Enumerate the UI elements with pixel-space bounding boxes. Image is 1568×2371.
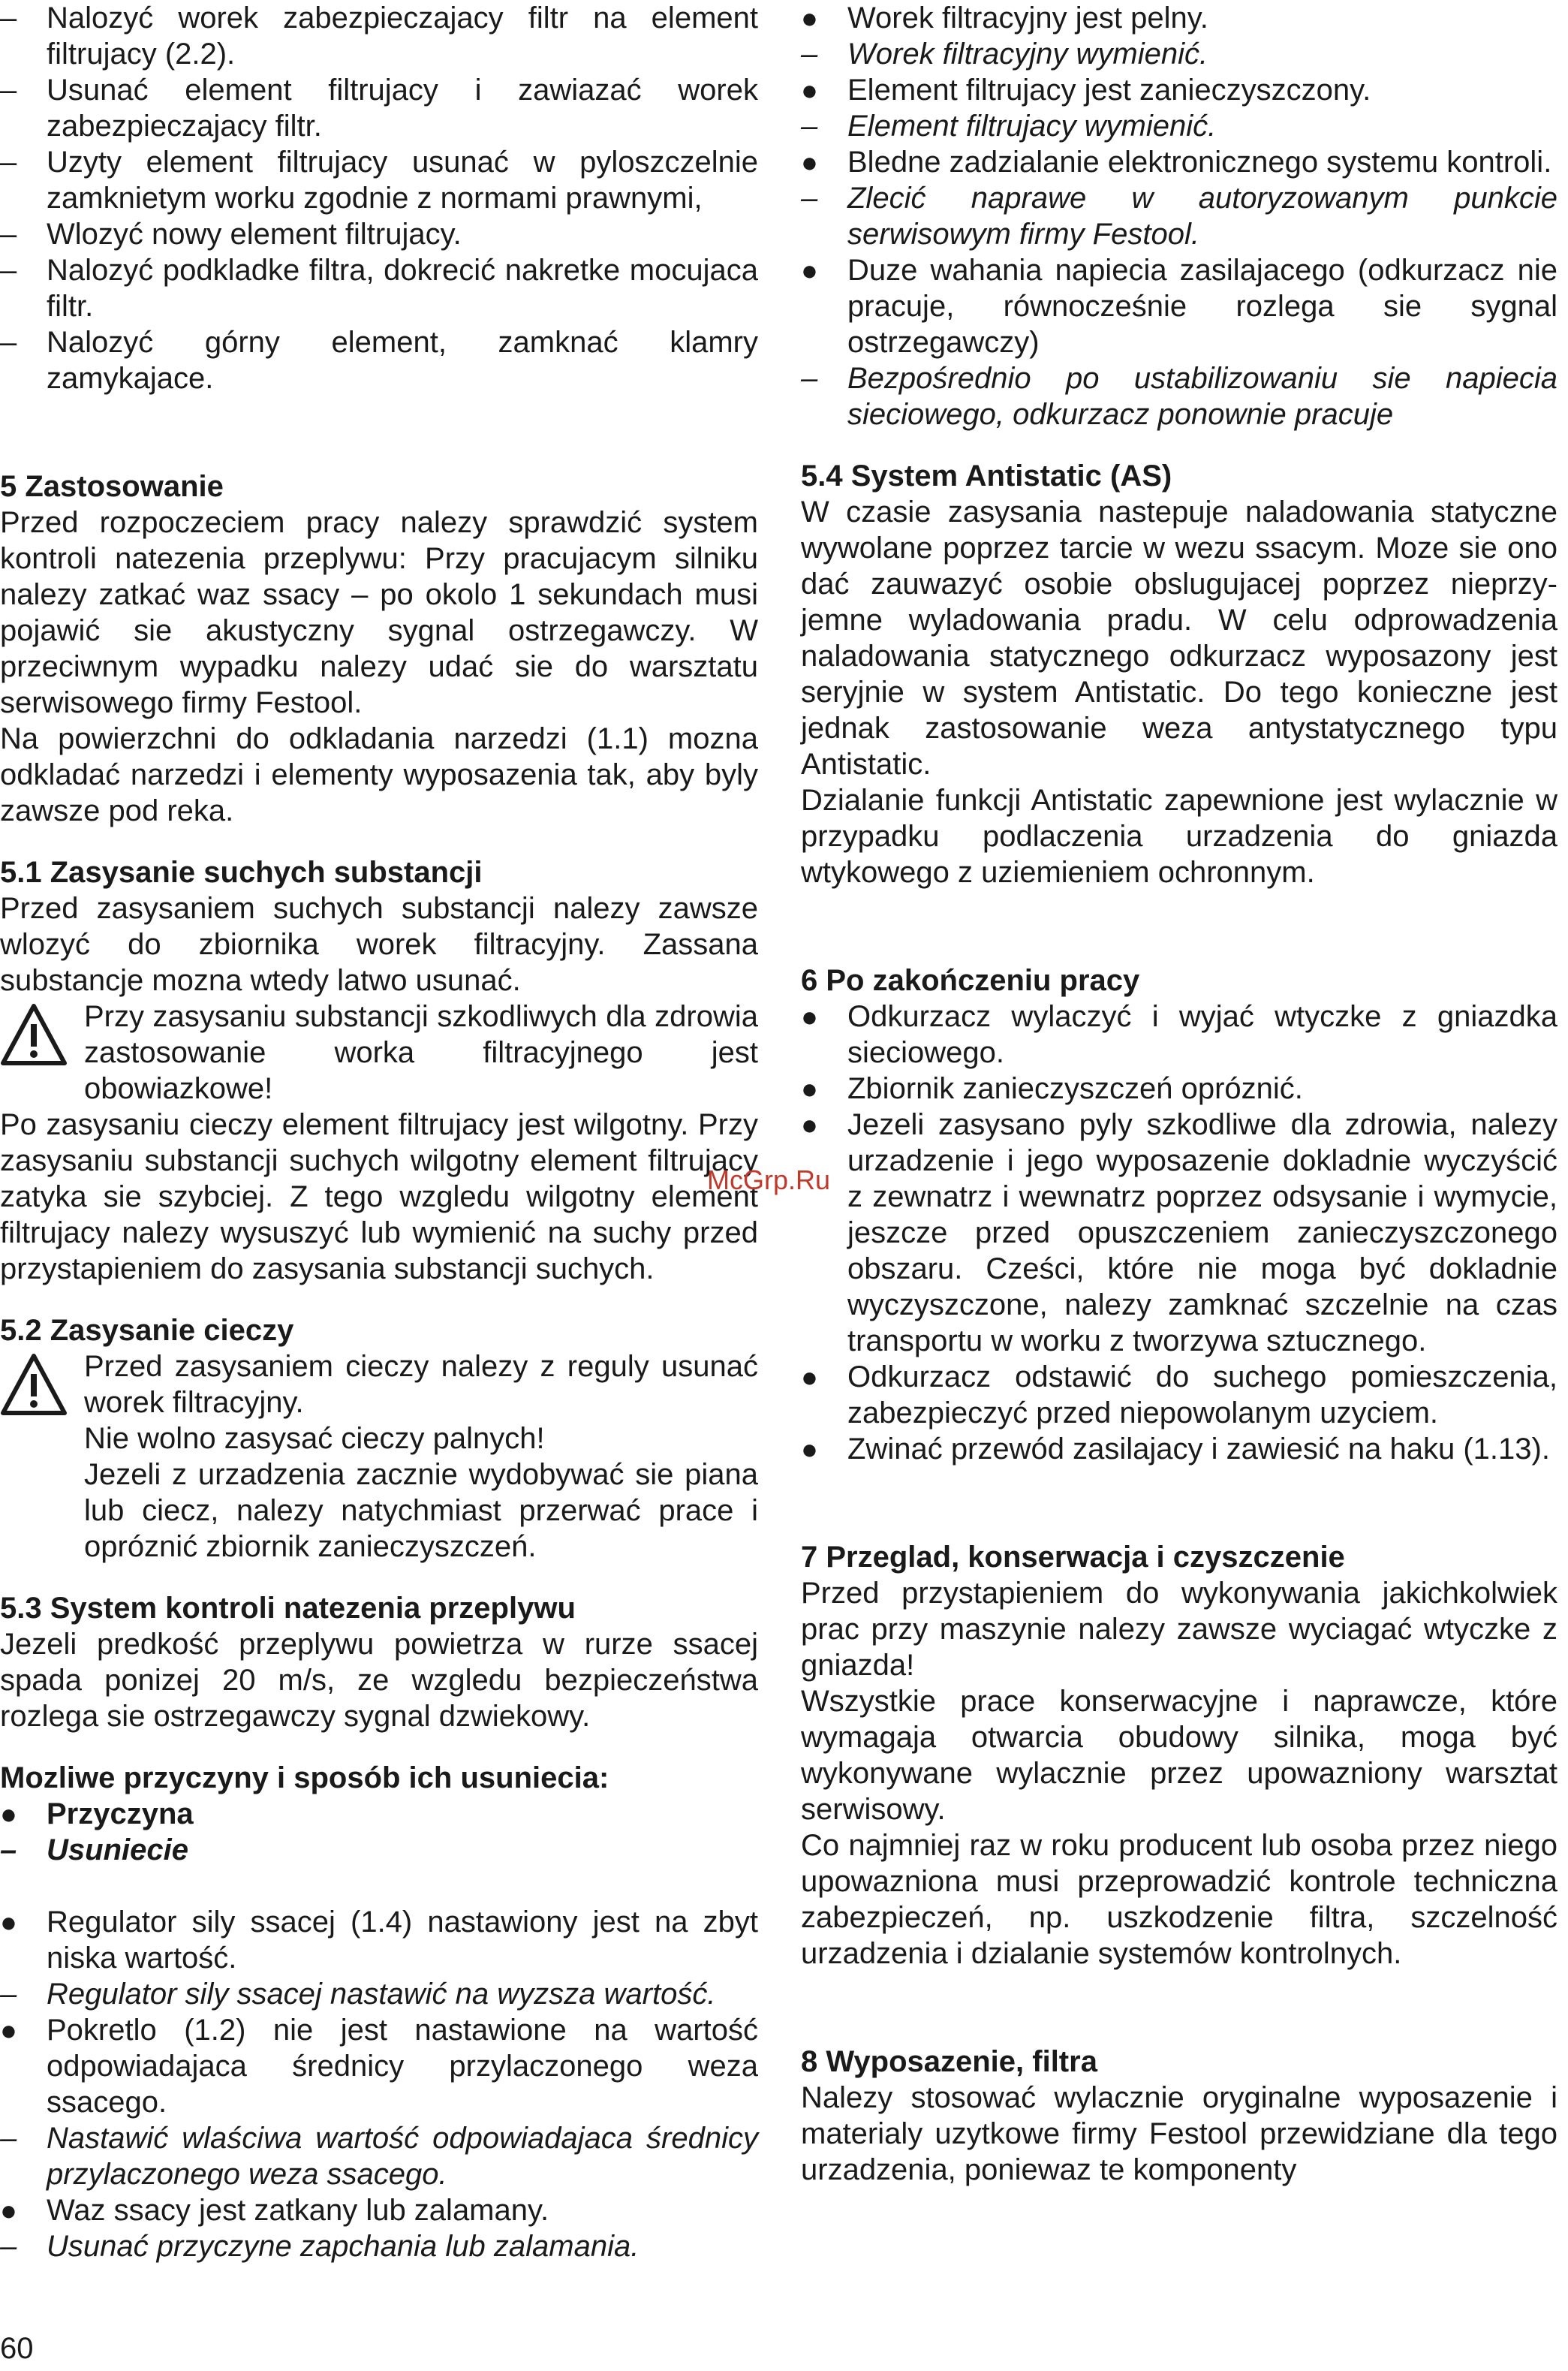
causes-heading: Mozliwe przyczyny i sposób ich usuniecia: [0, 1761, 609, 1794]
paragraph: Jezeli predkość przeplywu powietrza w rurze ssacej spada ponizej 20 m/s, ze wzgledu bezpieczeństwa rozlega sie ostrzegawczy sygnal dzwiekowy. [0, 1628, 758, 1733]
cause-item: ● Regulator sily ssacej (1.4) nastawiony jest na zbyt niska wartość. [0, 1904, 758, 1976]
paragraph: Nalezy stosować wylacznie oryginalne wyposazenie i materialy uzytkowe firmy Festool przewidziane dla tego urzadzenia, poniewaz te komponenty [801, 2081, 1557, 2186]
list-item: ● Odkurzacz odstawić do suchego pomieszczenia, zabezpieczyć przed niepowolanym uzyciem. [801, 1359, 1557, 1431]
warning-line: Przed zasysaniem cieczy nalezy z reguly usunać worek filtracyjny. [84, 1350, 758, 1419]
section-heading-5-4: 5.4 System Antistatic (AS) [801, 459, 1172, 493]
list-item: – Uzyty element filtrujacy usunać w pyloszczelnie zamknietym worku zgodnie z normami prawnymi, [0, 144, 758, 216]
list-item: ● Odkurzacz wylaczyć i wyjać wtyczke z gniazdka sieciowego. [801, 999, 1557, 1071]
remedy-item: – Zlecić naprawe w autoryzowanym punkcie serwisowym firmy Festool. [801, 180, 1557, 252]
list-item: – Usunać element filtrujacy i zawiazać worek zabezpieczajacy filtr. [0, 72, 758, 144]
legend-cause: ● Przyczyna [0, 1796, 758, 1832]
remedy-item: – Bezpośrednio po ustabilizowaniu sie napiecia sieciowego, odkurzacz ponownie pracuje [801, 360, 1557, 432]
legend-remedy: – Usuniecie [0, 1832, 758, 1868]
paragraph: Na powierzchni do odkladania narzedzi (1.1) mozna odkladać narzedzi i elementy wyposazenia tak, aby byly zawsze pod reka. [0, 722, 758, 827]
cause-item: ● Bledne zadzialanie elektronicznego systemu kontroli. [801, 144, 1557, 180]
section-heading-5-1: 5.1 Zasysanie suchych substancji [0, 856, 483, 889]
section-heading-5-2: 5.2 Zasysanie cieczy [0, 1314, 294, 1347]
list-item: ● Jezeli zasysano pyly szkodliwe dla zdrowia, nalezy urzadzenie i jego wyposazenie dokladnie wyczyścić z zewnatrz i wewnatrz poprzez odsysanie i wymycie, jeszcze przed opuszczeniem zanieczyszczonego obszaru. Cześci, które nie moga być dokladnie wyczyszczone, nalezy zamknać szczelnie na czas transportu w worku z tworzywa sztucznego. [801, 1107, 1557, 1359]
warning-triangle-icon [0, 1353, 68, 1416]
warning-line: Jezeli z urzadzenia zacznie wydobywać sie piana lub ciecz, nalezy natychmiast przerwać prace i opróznić zbiornik zanieczyszczeń. [84, 1458, 758, 1563]
paragraph: Przed rozpoczeciem pracy nalezy sprawdzić system kontroli natezenia przeplywu: Przy pracujacym silniku nalezy zatkać waz ssacy – po okolo 1 sekundach musi pojawić sie akustyczny sygnal ostrzegawczy. W przeciwnym wypadku nalezy udać sie do warsztatu serwisowego firmy Festool. [0, 506, 758, 719]
section-heading-7: 7 Przeglad, konserwacja i czyszczenie [801, 1541, 1345, 1574]
cause-item: ● Worek filtracyjny jest pelny. [801, 0, 1557, 36]
paragraph: Po zasysaniu cieczy element filtrujacy jest wilgotny. Przy zasysaniu substancji suchych wilgotny element filtrujacy zatyka sie szybciej. Z tego wzgledu wilgotny element filtrujacy nalezy wysuszyć lub wymienić na suchy przed przystapieniem do zasysania substancji suchych. [0, 1108, 758, 1285]
cause-item: ● Waz ssacy jest zatkany lub zalamany. [0, 2192, 758, 2228]
remedy-item: – Element filtrujacy wymienić. [801, 108, 1557, 144]
section-heading-6: 6 Po zakończeniu pracy [801, 964, 1140, 997]
list-item: – Nalozyć worek zabezpieczajacy filtr na element filtrujacy (2.2). [0, 0, 758, 72]
cause-item: ● Duze wahania napiecia zasilajacego (odkurzacz nie pracuje, równocześnie rozlega sie sygnal ostrzegawczy) [801, 252, 1557, 360]
paragraph: Co najmniej raz w roku producent lub osoba przez niego upowazniona musi przeprowadzić kontrole techniczna zabezpieczeń, np. uszkodzenie filtra, szczelność urzadzenia i dzialanie systemów kontrolnych. [801, 1829, 1557, 1970]
warning-triangle-icon [0, 1003, 68, 1066]
section-heading-5-3: 5.3 System kontroli natezenia przeplywu [0, 1592, 576, 1625]
list-item: – Wlozyć nowy element filtrujacy. [0, 216, 758, 252]
list-item: – Nalozyć górny element, zamknać klamry zamykajace. [0, 324, 758, 396]
list-item: ● Zbiornik zanieczyszczeń opróznić. [801, 1071, 1557, 1107]
remedy-item: – Usunać przyczyne zapchania lub zalamania. [0, 2228, 758, 2264]
warning-block [0, 1348, 758, 1565]
remedy-item: – Worek filtracyjny wymienić. [801, 36, 1557, 72]
left-column [0, 0, 758, 2264]
cause-item: ● Element filtrujacy jest zanieczyszczony. [801, 72, 1557, 108]
watermark: McGrp.Ru [707, 1164, 831, 1195]
section-heading-5: 5 Zastosowanie [0, 470, 224, 503]
paragraph: Wszystkie prace konserwacyjne i naprawcze, które wymagaja otwarcia obudowy silnika, moga być wykonywane wylacznie przez upowazniony warsztat serwisowy. [801, 1685, 1557, 1826]
section-heading-8: 8 Wyposazenie, filtra [801, 2045, 1097, 2078]
list-item: ● Zwinać przewód zasilajacy i zawiesić na haku (1.13). [801, 1431, 1557, 1467]
paragraph: W czasie zasysania nastepuje naladowania statyczne wywolane poprzez tarcie w wezu ssacym. Moze sie ono dać zauwazyć osobie obslugujacej poprzez nieprzy-jemne wyladowania pradu. W celu odprowadzenia naladowania statycznego odkurzacz wyposazony jest seryjnie w system Antistatic. Do tego konieczne jest jednak zastosowanie weza antystatycznego typu Antistatic. [801, 496, 1557, 781]
remedy-item: – Regulator sily ssacej nastawić na wyzsza wartość. [0, 1976, 758, 2012]
page-number: 60 [0, 2332, 34, 2365]
remedy-item: – Nastawić wlaściwa wartość odpowiadajaca średnicy przylaczonego weza ssacego. [0, 2120, 758, 2192]
warning-line: Nie wolno zasysać cieczy palnych! [84, 1422, 545, 1455]
paragraph: Przed przystapieniem do wykonywania jakichkolwiek prac przy maszynie nalezy zawsze wyciagać wtyczke z gniazda! [801, 1577, 1557, 1682]
right-column [801, 0, 1557, 2188]
list-item: – Nalozyć podkladke filtra, dokrecić nakretke mocujaca filtr. [0, 252, 758, 324]
paragraph: Dzialanie funkcji Antistatic zapewnione jest wylacznie w przypadku podlaczenia urzadzenia do gniazda wtykowego z uziemieniem ochronnym. [801, 784, 1557, 889]
paragraph: Przed zasysaniem suchych substancji nalezy zawsze wlozyć do zbiornika worek filtracyjny. Zassana substancje mozna wtedy latwo usunać. [0, 892, 758, 997]
cause-item: ● Pokretlo (1.2) nie jest nastawione na wartość odpowiadajaca średnicy przylaczonego weza ssacego. [0, 2012, 758, 2120]
warning-block: Przy zasysaniu substancji szkodliwych dla zdrowia zastosowanie worka filtracyjnego jest obowiazkowe! [0, 999, 758, 1107]
